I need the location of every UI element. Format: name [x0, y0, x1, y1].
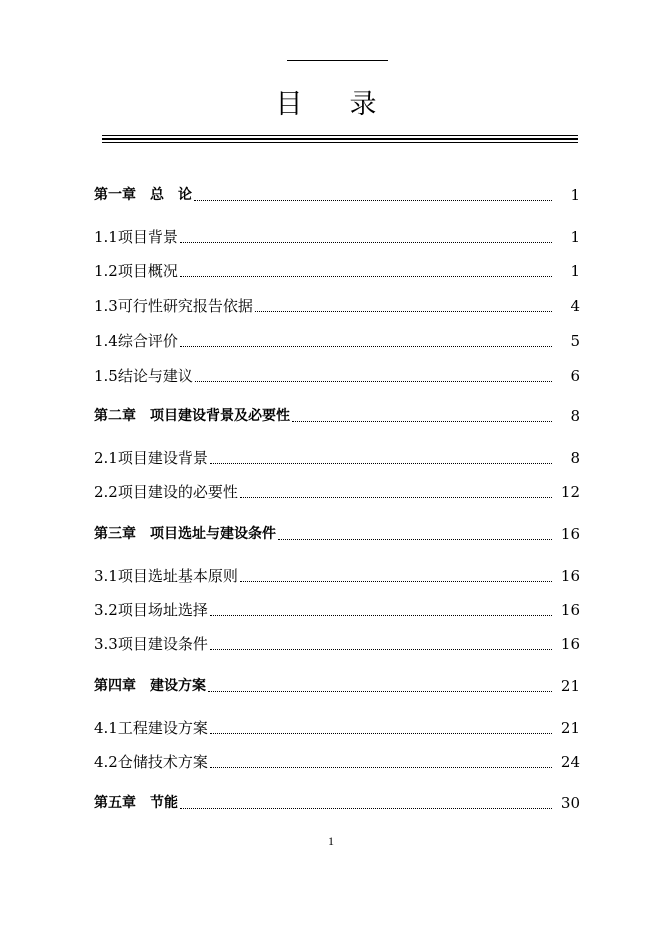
- toc-entry-label: 1.1项目背景: [94, 228, 178, 246]
- toc-entry-label: 2.1项目建设背景: [94, 449, 208, 467]
- header-rule: [287, 60, 388, 61]
- toc-entry-page: 30: [560, 794, 580, 812]
- dot-leader: [278, 539, 552, 540]
- toc-entry-page: 24: [560, 753, 580, 771]
- dot-leader: [210, 463, 552, 464]
- toc-entry-label: 3.1项目选址基本原则: [94, 567, 238, 585]
- toc-entry-page: 1: [570, 228, 580, 246]
- toc-entry-label: 第一章 总 论: [94, 187, 192, 203]
- dot-leader: [195, 381, 552, 382]
- toc-section-entry[interactable]: [94, 481, 580, 503]
- dot-leader: [194, 200, 552, 201]
- toc-entry-label: 3.2项目场址选择: [94, 601, 208, 619]
- toc-chapter-entry[interactable]: [94, 792, 580, 814]
- toc-entry-page: 1: [570, 262, 580, 280]
- toc-section-entry[interactable]: [94, 565, 580, 587]
- toc-entry-label: 第五章 节能: [94, 795, 178, 811]
- toc-section-entry[interactable]: [94, 295, 580, 317]
- dot-leader: [180, 346, 552, 347]
- toc-title: 目 录: [275, 89, 387, 120]
- toc-entry-page: 16: [560, 635, 580, 653]
- toc-chapter-entry[interactable]: [94, 184, 580, 206]
- dot-leader: [208, 691, 552, 692]
- toc-entry-label: 1.4综合评价: [94, 332, 178, 350]
- toc-entry-label: 1.5结论与建议: [94, 367, 193, 385]
- toc-entry-page: 21: [560, 677, 580, 695]
- toc-section-entry[interactable]: [94, 751, 580, 773]
- toc-entry-page: 1: [570, 186, 580, 204]
- toc-entry-page: 8: [570, 449, 580, 467]
- toc-entry-label: 2.2项目建设的必要性: [94, 483, 238, 501]
- toc-chapter-entry[interactable]: [94, 675, 580, 697]
- toc-entry-label: 第三章 项目选址与建设条件: [94, 526, 276, 542]
- dot-leader: [255, 311, 552, 312]
- toc-entry-page: 8: [570, 407, 580, 425]
- toc-entry-label: 1.2项目概况: [94, 262, 178, 280]
- toc-section-entry[interactable]: [94, 365, 580, 387]
- toc-entry-page: 5: [570, 332, 580, 350]
- toc-section-entry[interactable]: [94, 260, 580, 282]
- toc-entry-label: 4.2仓储技术方案: [94, 753, 208, 771]
- toc-entry-page: 16: [560, 567, 580, 585]
- toc-entry-page: 16: [560, 525, 580, 543]
- dot-leader: [292, 421, 552, 422]
- dot-leader: [180, 808, 552, 809]
- toc-entry-page: 12: [560, 483, 580, 501]
- toc-entry-page: 6: [570, 367, 580, 385]
- dot-leader: [210, 649, 552, 650]
- toc-section-entry[interactable]: [94, 599, 580, 621]
- toc-entry-label: 3.3项目建设条件: [94, 635, 208, 653]
- dot-leader: [210, 615, 552, 616]
- toc-section-entry[interactable]: [94, 447, 580, 469]
- dot-leader: [240, 581, 552, 582]
- dot-leader: [240, 497, 552, 498]
- toc-entry-page: 4: [570, 297, 580, 315]
- toc-entry-label: 1.3可行性研究报告依据: [94, 297, 253, 315]
- dot-leader: [180, 276, 552, 277]
- toc-entry-page: 16: [560, 601, 580, 619]
- dot-leader: [210, 767, 552, 768]
- toc-entry-page: 21: [560, 719, 580, 737]
- toc-section-entry[interactable]: [94, 717, 580, 739]
- toc-section-entry[interactable]: [94, 226, 580, 248]
- toc-entry-label: 第四章 建设方案: [94, 678, 206, 694]
- page-number: 1: [328, 834, 334, 848]
- toc-section-entry[interactable]: [94, 330, 580, 352]
- dot-leader: [210, 733, 552, 734]
- toc-entry-label: 4.1工程建设方案: [94, 719, 208, 737]
- toc-section-entry[interactable]: [94, 633, 580, 655]
- toc-chapter-entry[interactable]: [94, 405, 580, 427]
- toc-entry-label: 第二章 项目建设背景及必要性: [94, 408, 290, 424]
- toc-chapter-entry[interactable]: [94, 523, 580, 545]
- title-underline: [102, 135, 578, 143]
- dot-leader: [180, 242, 552, 243]
